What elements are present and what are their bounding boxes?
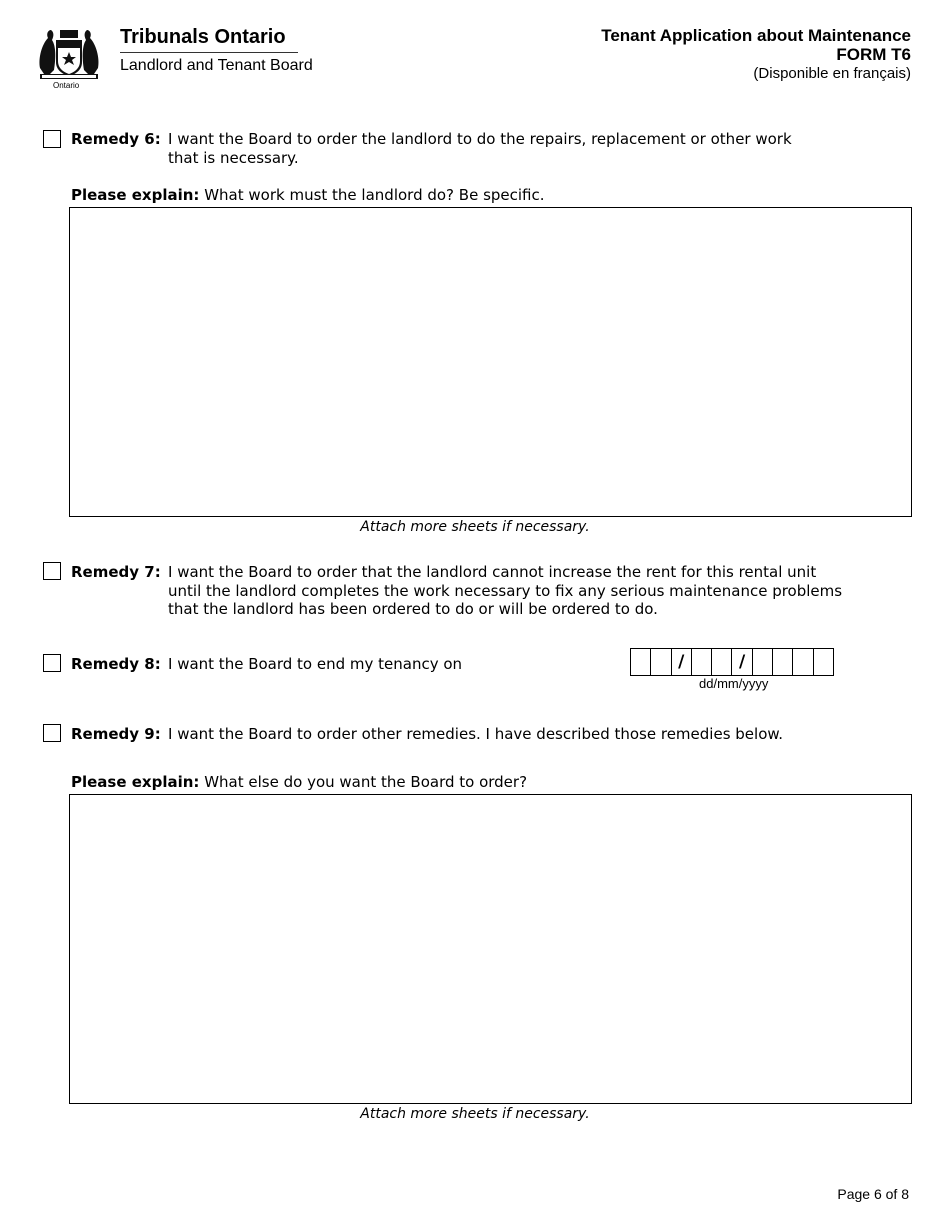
month-digit-1[interactable] (691, 648, 712, 676)
remedy-9-checkbox[interactable] (43, 724, 61, 742)
remedy-9-label: Remedy 9: (71, 725, 161, 743)
date-separator: / (671, 648, 692, 676)
remedy-8-text: I want the Board to end my tenancy on (168, 655, 463, 673)
remedy-8-label: Remedy 8: (71, 655, 161, 673)
form-title: Tenant Application about Maintenance (601, 26, 911, 45)
tribunals-ontario-logo (36, 24, 314, 96)
year-digit-2[interactable] (772, 648, 793, 676)
explain-text: What work must the landlord do? Be specific. (204, 186, 545, 204)
remedy-9-note: Attach more sheets if necessary. (360, 1106, 590, 1122)
board-name: Landlord and Tenant Board (120, 57, 313, 74)
page-number: Page 6 of 8 (837, 1186, 909, 1202)
year-digit-3[interactable] (792, 648, 813, 676)
tenancy-end-date-field[interactable] (630, 648, 834, 676)
remedy-8-checkbox[interactable] (43, 654, 61, 672)
remedy-7-line-1: I want the Board to order that the landlord cannot increase the rent for this rental unit (168, 563, 817, 581)
remedy-6-text (168, 130, 792, 167)
remedy-6-explain-prompt (71, 186, 545, 205)
org-name: Tribunals Ontario (120, 26, 286, 48)
french-note: (Disponible en français) (753, 65, 911, 82)
remedy-7-text (168, 563, 842, 619)
remedy-6-label: Remedy 6: (71, 130, 161, 148)
day-digit-1[interactable] (630, 648, 651, 676)
year-digit-4[interactable] (813, 648, 834, 676)
month-digit-2[interactable] (711, 648, 732, 676)
remedy-6-checkbox[interactable] (43, 130, 61, 148)
explain-label: Please explain: (71, 186, 200, 204)
remedy-6-note: Attach more sheets if necessary. (360, 519, 590, 535)
year-digit-1[interactable] (752, 648, 773, 676)
day-digit-2[interactable] (650, 648, 671, 676)
remedy-7-label: Remedy 7: (71, 563, 161, 581)
remedy-7-line-3: that the landlord has been ordered to do or will be ordered to do. (168, 600, 658, 618)
crest-caption: Ontario (53, 81, 80, 90)
form-heading (601, 26, 911, 83)
form-code: FORM T6 (836, 45, 911, 64)
remedy-6-explain-textarea[interactable] (69, 207, 912, 517)
explain-label: Please explain: (71, 773, 200, 791)
date-separator: / (731, 648, 752, 676)
remedy-6-line-2: that is necessary. (168, 148, 299, 167)
remedy-7-line-2: until the landlord completes the work necessary to fix any serious maintenance problems (168, 581, 843, 600)
explain-text: What else do you want the Board to order? (204, 773, 528, 791)
remedy-9-explain-textarea[interactable] (69, 794, 912, 1104)
remedy-9-explain-prompt (71, 773, 527, 792)
remedy-6-line-1: I want the Board to order the landlord to do the repairs, replacement or other work (168, 130, 792, 148)
remedy-7-checkbox[interactable] (43, 562, 61, 580)
date-format-hint: dd/mm/yyyy (699, 676, 769, 691)
remedy-9-text: I want the Board to order other remedies. I have described those remedies below. (168, 725, 784, 743)
divider (120, 52, 298, 53)
